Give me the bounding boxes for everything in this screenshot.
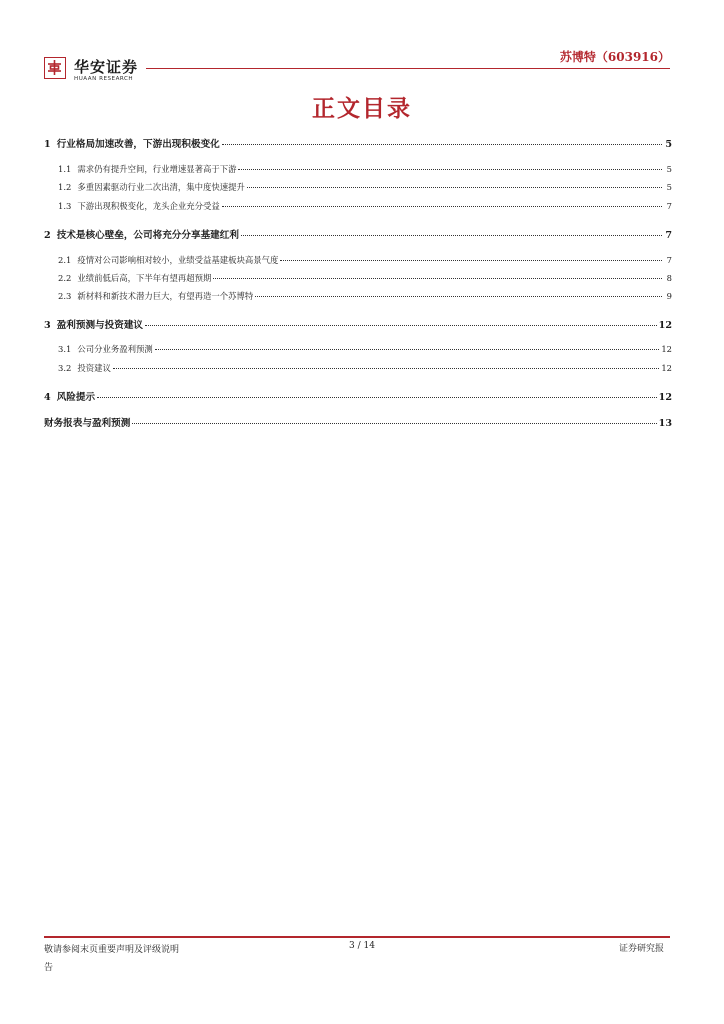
toc-title: 行业格局加速改善，下游出现积极变化	[56, 139, 220, 150]
toc-title: 公司分业务盈利预测	[77, 344, 153, 354]
toc-entry[interactable]	[44, 389, 672, 403]
toc-page: 7	[665, 230, 672, 241]
toc-number: 2.3	[58, 291, 72, 301]
footer-disclaimer	[44, 941, 234, 977]
toc-title: 风险提示	[56, 392, 96, 403]
page-number: 3 / 14	[349, 941, 375, 951]
logo-subtitle: HUAAN RESEARCH	[74, 76, 134, 82]
toc-page: 5	[666, 182, 672, 192]
logo-name: 华安证券	[74, 58, 139, 76]
report-type: 证券研究报	[618, 944, 664, 954]
toc-number: 3	[44, 320, 51, 331]
toc-leader	[222, 206, 662, 207]
toc-leader	[132, 423, 656, 424]
toc-leader	[155, 349, 660, 350]
toc-entry[interactable]	[58, 343, 672, 355]
toc-title: 投资建议	[77, 363, 111, 373]
toc-title: 盈利预测与投资建议	[56, 320, 144, 331]
toc-number: 1.2	[58, 182, 72, 192]
toc-entry[interactable]	[44, 227, 672, 241]
toc-leader	[222, 144, 662, 145]
toc-title: 财务报表与盈利预测	[44, 418, 131, 429]
toc-page: 8	[666, 273, 672, 283]
company-logo	[44, 57, 66, 79]
toc-title: 新材料和新技术潜力巨大，有望再造一个苏博特	[77, 291, 254, 301]
toc-page: 5	[666, 164, 672, 174]
toc-number: 1.3	[58, 201, 72, 211]
toc-page: 5	[665, 139, 672, 150]
toc-page: 12	[661, 344, 672, 354]
toc-number: 3.2	[58, 363, 72, 373]
toc-title: 需求仍有提升空间，行业增速显著高于下游	[77, 164, 237, 174]
toc-entry[interactable]	[58, 254, 672, 266]
toc-number: 4	[44, 392, 51, 403]
toc-title: 技术是核心壁垒，公司将充分分享基建红利	[56, 230, 239, 241]
toc-number: 1.1	[58, 164, 72, 174]
toc-leader	[255, 296, 662, 297]
footer-divider	[44, 936, 670, 938]
toc-title: 业绩前低后高，下半年有望再超预期	[77, 273, 212, 283]
toc-number: 2.1	[58, 255, 72, 265]
toc-leader	[113, 368, 660, 369]
footer-disclaimer-line: 敬请参阅末页重要声明及评级说明	[44, 945, 180, 955]
toc-entry[interactable]	[44, 317, 672, 331]
toc-title: 下游出现积极变化，龙头企业充分受益	[77, 201, 220, 211]
huaan-seal-icon	[45, 58, 64, 77]
toc-title: 多重因素驱动行业二次出清，集中度快速提升	[77, 182, 245, 192]
toc-entry[interactable]	[44, 415, 672, 429]
toc-leader	[247, 187, 662, 188]
stock-title: 苏博特（603916）	[559, 50, 670, 64]
toc-entry[interactable]	[58, 362, 672, 374]
toc-entry[interactable]	[44, 136, 672, 150]
toc-leader	[280, 260, 662, 261]
toc-entry[interactable]	[58, 181, 672, 193]
toc-number: 2	[44, 230, 51, 241]
toc-entry[interactable]	[58, 163, 672, 175]
toc-page: 7	[666, 201, 672, 211]
footer-disclaimer-line: 告	[44, 963, 54, 973]
header-divider	[146, 68, 670, 69]
toc-number: 3.1	[58, 344, 72, 354]
toc-number: 1	[44, 139, 51, 150]
toc-leader	[213, 278, 662, 279]
toc-entry[interactable]	[58, 200, 672, 212]
toc-page: 7	[666, 255, 672, 265]
toc-entry[interactable]	[58, 272, 672, 284]
toc-page: 9	[666, 291, 672, 301]
toc-page: 12	[658, 392, 672, 403]
toc-page: 12	[658, 320, 672, 331]
toc-number: 2.2	[58, 273, 72, 283]
toc-leader	[97, 397, 657, 398]
toc-title: 疫情对公司影响相对较小，业绩受益基建板块高景气度	[77, 255, 279, 265]
toc-leader	[238, 169, 662, 170]
toc-entry[interactable]	[58, 290, 672, 302]
toc-page: 13	[658, 418, 672, 429]
toc-page: 12	[661, 363, 672, 373]
toc-leader	[145, 325, 657, 326]
page-title: 正文目录	[312, 95, 412, 122]
toc-leader	[241, 235, 662, 236]
